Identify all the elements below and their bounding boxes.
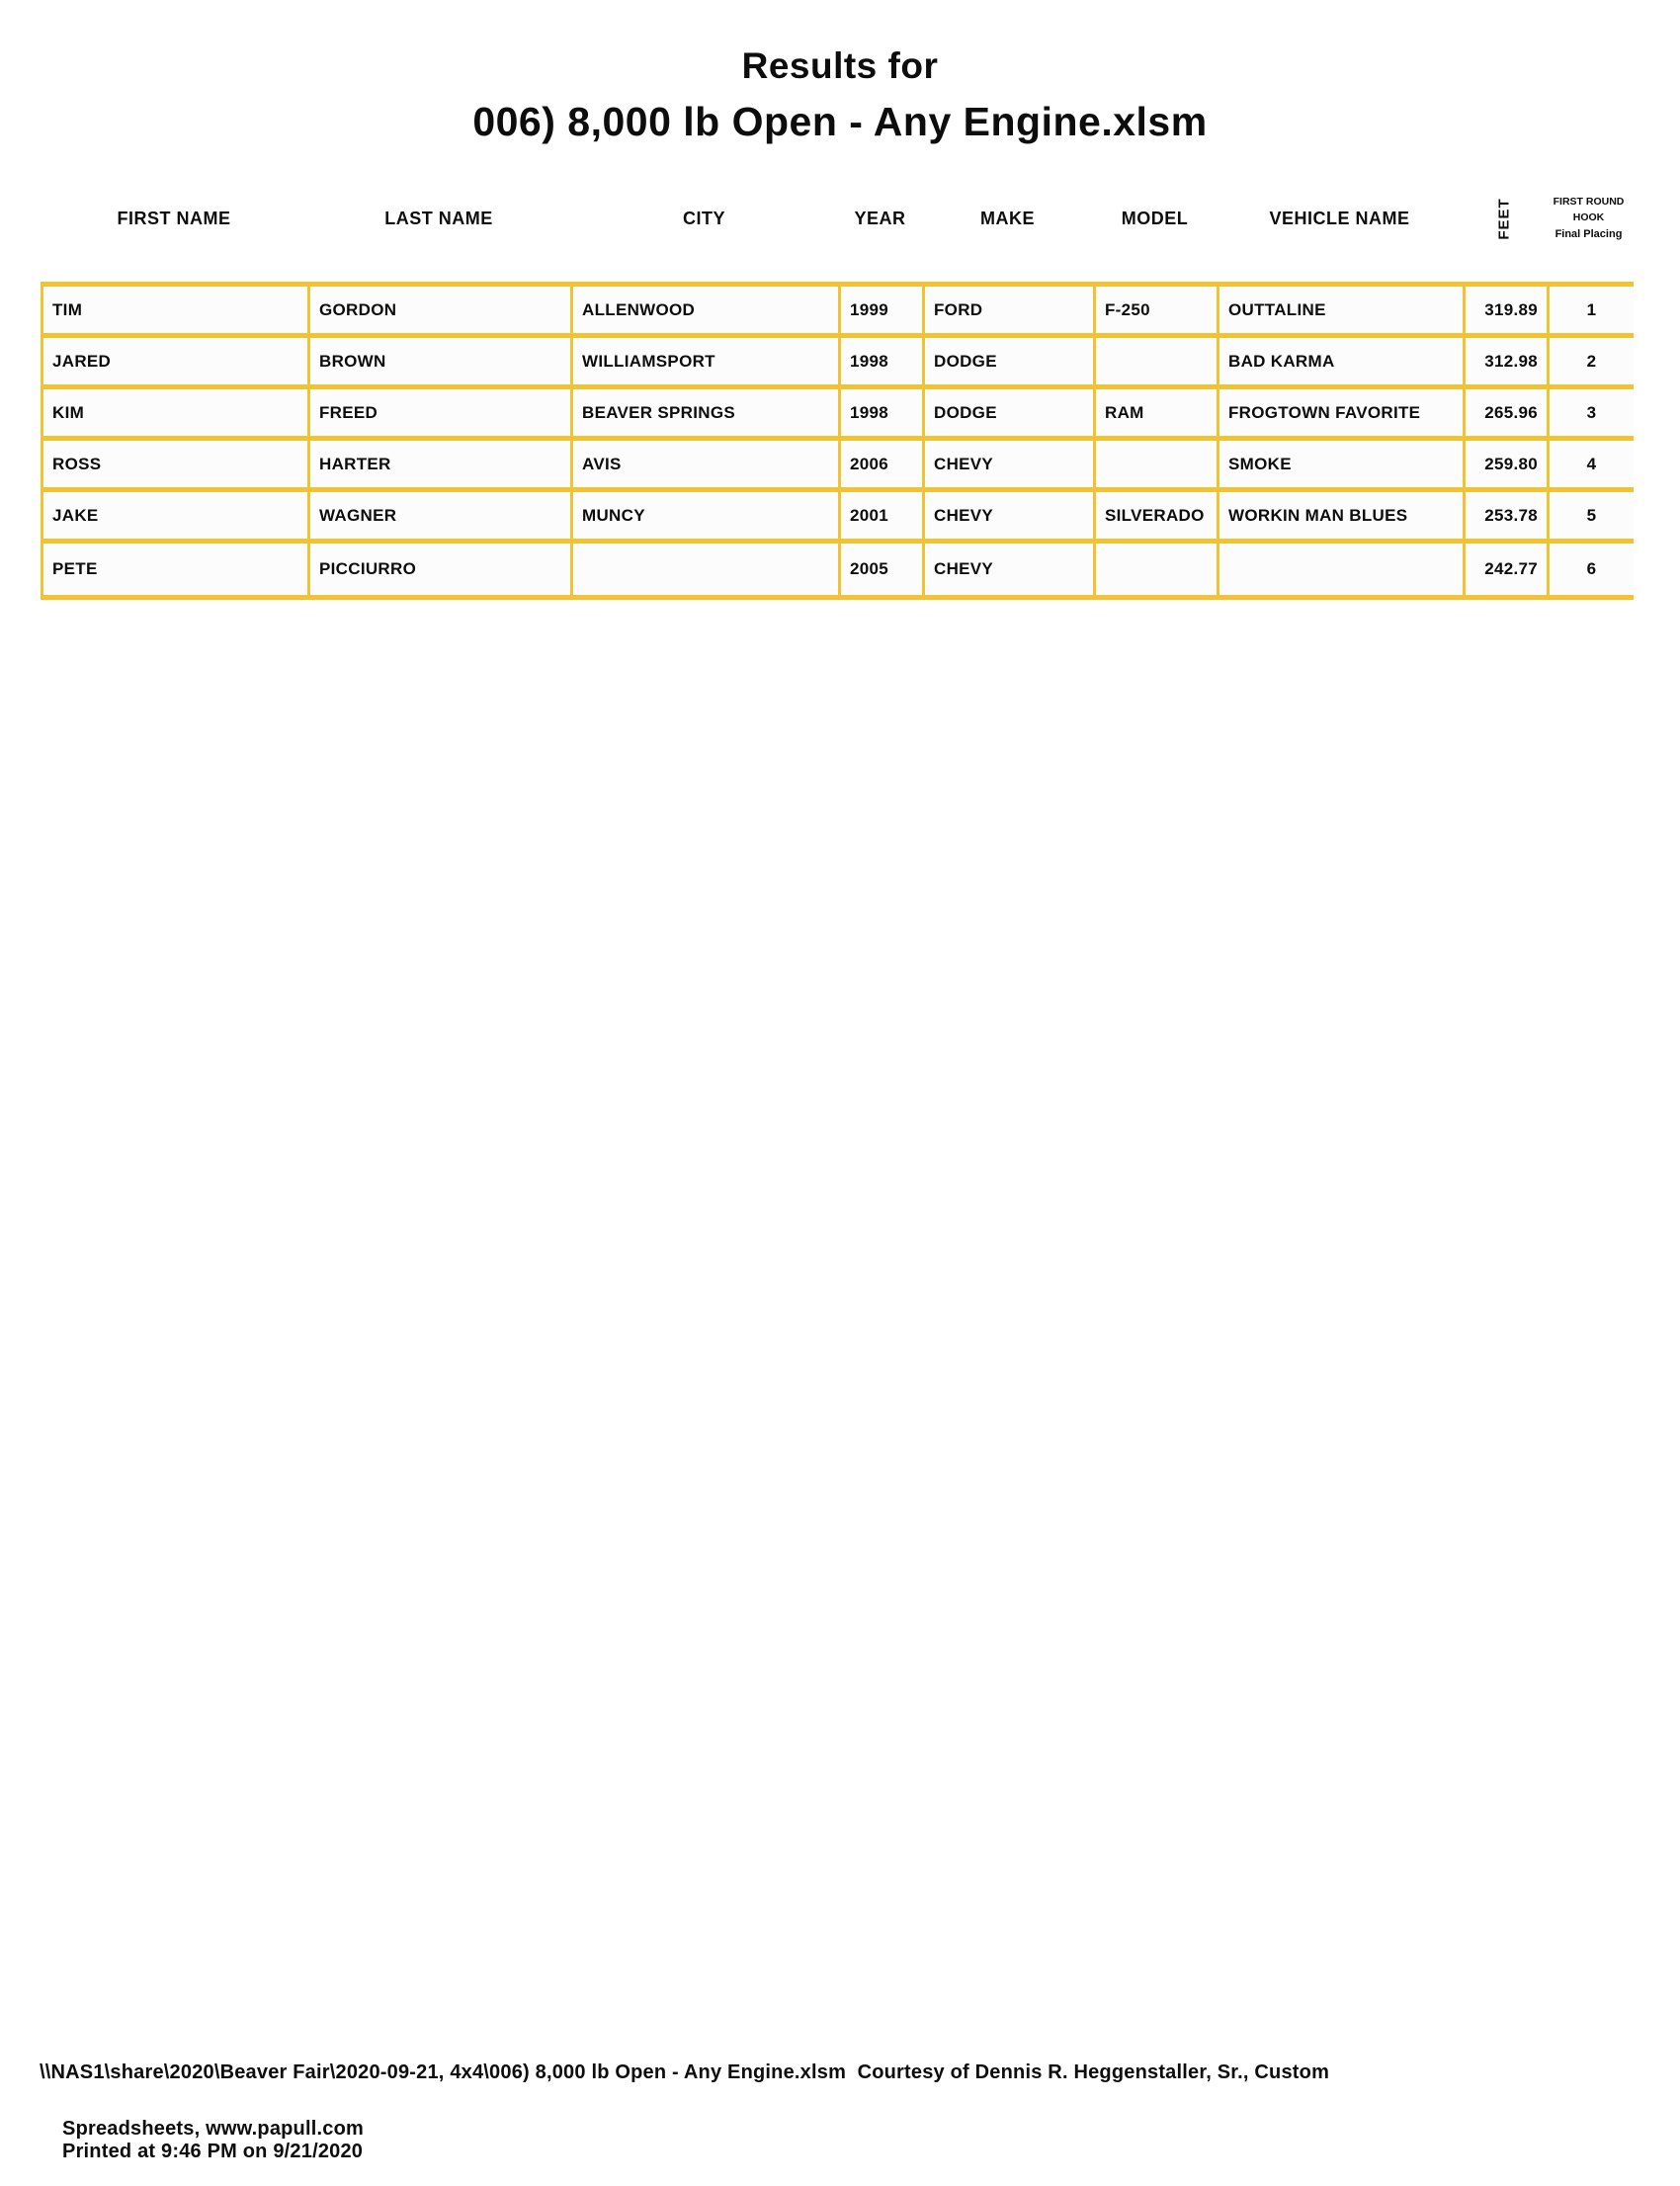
table-cell: 1999 <box>841 287 925 333</box>
table-cell: 4 <box>1586 454 1597 473</box>
report-subtitle-filename: 006) 8,000 lb Open - Any Engine.xlsm <box>472 99 1208 144</box>
table-cell: 2005 <box>841 544 925 595</box>
column-header-last-name: LAST NAME <box>384 208 493 228</box>
results-table <box>41 186 1634 600</box>
table-cell: FORD <box>925 287 1096 333</box>
table-cell: JAKE <box>43 492 310 539</box>
column-header-feet <box>1463 186 1547 251</box>
report-footer <box>40 2061 1640 2186</box>
table-cell: CHEVY <box>925 544 1096 595</box>
table-cell: DODGE <box>925 338 1096 384</box>
column-header-feet-label: FEET <box>1496 197 1513 240</box>
table-row <box>43 441 1634 492</box>
column-header-model: MODEL <box>1121 208 1189 228</box>
table-cell: PICCIURRO <box>310 544 573 595</box>
table-cell: FREED <box>310 389 573 436</box>
table-cell <box>1096 441 1219 487</box>
results-table-header-row <box>41 186 1634 251</box>
column-header-first-round-line: FIRST ROUND <box>1553 196 1625 209</box>
report-title-block <box>0 0 1680 145</box>
table-cell: 1998 <box>841 338 925 384</box>
column-header-final-placing <box>1547 186 1631 251</box>
table-row <box>43 338 1634 389</box>
table-cell: 6 <box>1586 559 1597 578</box>
table-cell: 5 <box>1586 505 1597 525</box>
table-cell: OUTTALINE <box>1219 287 1466 333</box>
table-cell: GORDON <box>310 287 573 333</box>
table-cell <box>573 544 841 595</box>
table-cell: KIM <box>43 389 310 436</box>
table-row <box>43 389 1634 441</box>
table-cell: 312.98 <box>1466 338 1550 384</box>
table-cell: F-250 <box>1096 287 1219 333</box>
footer-printed-line <box>40 2095 1640 2186</box>
table-cell: 242.77 <box>1466 544 1550 595</box>
table-cell: MUNCY <box>573 492 841 539</box>
column-header-city: CITY <box>682 208 725 228</box>
results-table-body <box>41 282 1634 600</box>
table-cell: 1 <box>1586 299 1597 319</box>
column-header-hook-line: HOOK <box>1572 211 1605 224</box>
table-cell: 265.96 <box>1466 389 1550 436</box>
table-cell: 2 <box>1586 351 1597 371</box>
table-cell: FROGTOWN FAVORITE <box>1219 389 1466 436</box>
table-cell <box>1096 338 1219 384</box>
table-cell: ALLENWOOD <box>573 287 841 333</box>
table-cell: WORKIN MAN BLUES <box>1219 492 1466 539</box>
table-cell: BROWN <box>310 338 573 384</box>
footer-printed-timestamp: Printed at 9:46 PM on 9/21/2020 <box>62 2141 364 2162</box>
table-cell: CHEVY <box>925 492 1096 539</box>
column-header-final-placing-line: Final Placing <box>1554 227 1623 240</box>
table-row <box>43 287 1634 338</box>
table-cell: RAM <box>1096 389 1219 436</box>
table-cell: JARED <box>43 338 310 384</box>
footer-website-text: Spreadsheets, www.papull.com <box>62 2118 364 2140</box>
table-row <box>43 492 1634 544</box>
table-cell: 3 <box>1586 402 1597 422</box>
table-cell: 259.80 <box>1466 441 1550 487</box>
table-cell: 1998 <box>841 389 925 436</box>
table-cell: 2001 <box>841 492 925 539</box>
table-cell: PETE <box>43 544 310 595</box>
column-header-year: YEAR <box>854 208 906 228</box>
table-cell: SILVERADO <box>1096 492 1219 539</box>
report-title: Results for <box>741 45 939 86</box>
table-cell: SMOKE <box>1219 441 1466 487</box>
table-cell: AVIS <box>573 441 841 487</box>
footer-filepath-line: \\NAS1\share\2020\Beaver Fair\2020-09-21, 4x4\006) 8,000 lb Open - Any Engine.xlsm Courtesy of Dennis R. Heggenstaller, Sr., Custom <box>40 2061 1330 2083</box>
column-header-first-name: FIRST NAME <box>117 208 231 228</box>
table-cell: 319.89 <box>1466 287 1550 333</box>
table-cell: BAD KARMA <box>1219 338 1466 384</box>
column-header-vehicle-name: VEHICLE NAME <box>1269 208 1410 228</box>
table-cell: ROSS <box>43 441 310 487</box>
table-cell: BEAVER SPRINGS <box>573 389 841 436</box>
table-cell: TIM <box>43 287 310 333</box>
table-cell: WILLIAMSPORT <box>573 338 841 384</box>
column-header-make: MAKE <box>980 208 1035 228</box>
table-cell: 2006 <box>841 441 925 487</box>
table-cell <box>1096 544 1219 595</box>
table-cell <box>1219 544 1466 595</box>
table-row <box>43 544 1634 595</box>
table-cell: DODGE <box>925 389 1096 436</box>
table-cell: WAGNER <box>310 492 573 539</box>
table-cell: CHEVY <box>925 441 1096 487</box>
table-cell: HARTER <box>310 441 573 487</box>
table-cell: 253.78 <box>1466 492 1550 539</box>
